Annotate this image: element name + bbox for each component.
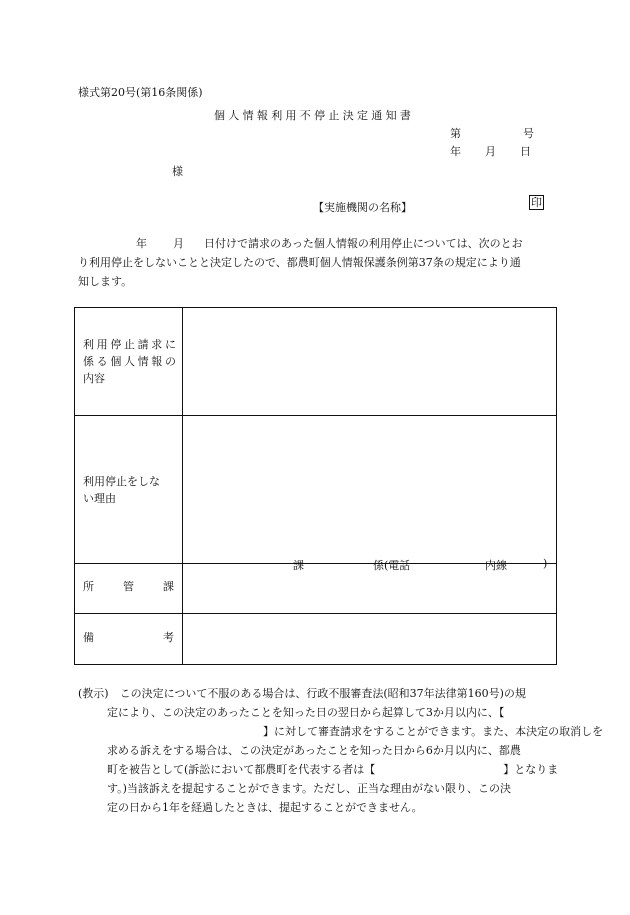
form-number: 様式第20号(第16条関係) [78, 86, 203, 99]
reference-number [450, 125, 534, 141]
notes-line-1: (教示) この決定について不服のある場合は、行政不服審査法(昭和37年法律第160号)の規 [78, 687, 526, 700]
dept-kakari-phone: 係(電話 [373, 559, 411, 572]
dept-naisen: 内線 [485, 559, 507, 572]
document-title: 個人情報利用不停止決定通知書 [214, 109, 415, 122]
department-label-cell [75, 564, 183, 614]
body-month: 月 [173, 237, 184, 250]
table-row-remarks [75, 614, 557, 665]
seal-mark: 印 [531, 196, 542, 209]
addressee-sama: 様 [172, 165, 183, 178]
body-year: 年 [136, 237, 147, 250]
department-value-cell[interactable] [183, 557, 557, 614]
notes-line-3: 】に対して審査請求をすることができます。また、本決定の取消しを [263, 725, 604, 738]
reason-label-line-1: 利用停止をしな [83, 474, 160, 488]
table-row-reason [75, 416, 557, 564]
dept-ka: 課 [293, 559, 304, 572]
content-label-line-1: 利 用 停 止 請 求 に [83, 338, 176, 351]
remarks-label-cell [75, 614, 183, 665]
details-table [74, 307, 557, 665]
content-label-line-2: 係 る 個 人 情 報 の [83, 355, 176, 368]
notes-line-2: 定により、この決定のあったことを知った日の翌日から起算して3か月以内に、【 [107, 706, 505, 719]
remarks-value-cell[interactable] [183, 614, 557, 665]
instruction-notes [78, 684, 604, 817]
date-month: 月 [485, 145, 496, 158]
body-line-3: 知します。 [78, 275, 133, 288]
reason-label-cell [75, 416, 183, 564]
notes-line-7: 定の日から1年を経過したときは、提起することができません。 [107, 801, 423, 814]
reason-value-cell[interactable] [183, 416, 557, 564]
content-value-cell[interactable] [183, 308, 557, 416]
dept-label-2: 管 [123, 580, 134, 593]
notes-line-4: 求める訴えをする場合は、この決定があったことを知った日から6か月以内に、都農 [107, 744, 521, 757]
reason-label-line-2: い理由 [83, 491, 116, 505]
remarks-label-2: 考 [163, 630, 174, 644]
dept-label-1: 所 [83, 580, 94, 593]
date-day: 日 [520, 145, 531, 158]
body-line-2: り利用停止をしないことと決定したので、都農町個人情報保護条例第37条の規定により通 [78, 256, 521, 269]
date-year: 年 [450, 145, 461, 158]
dept-label-3: 課 [163, 580, 174, 593]
notes-line-5: 町を被告として(訴訟において都農町を代表する者は【 】となりま [107, 763, 559, 776]
agency-name-label: 【実施機関の名称】 [313, 201, 412, 214]
body-line-1 [78, 234, 558, 253]
content-label-cell [75, 308, 183, 416]
ref-dai: 第 [450, 127, 461, 140]
body-line-1-rest: 日付けで請求のあった個人情報の利用停止については、次のとお [204, 237, 523, 250]
table-row-content [75, 308, 557, 416]
content-label-line-3: 内容 [83, 372, 105, 385]
ref-go: 号 [523, 127, 534, 140]
notice-body [78, 234, 558, 291]
issue-date [450, 143, 531, 159]
remarks-label-1: 備 [83, 630, 94, 644]
table-row-department [75, 564, 557, 614]
dept-close-paren: ) [543, 557, 548, 570]
notes-line-6: す。)当該訴えを提起することができます。ただし、正当な理由がない限り、この決 [107, 782, 512, 795]
